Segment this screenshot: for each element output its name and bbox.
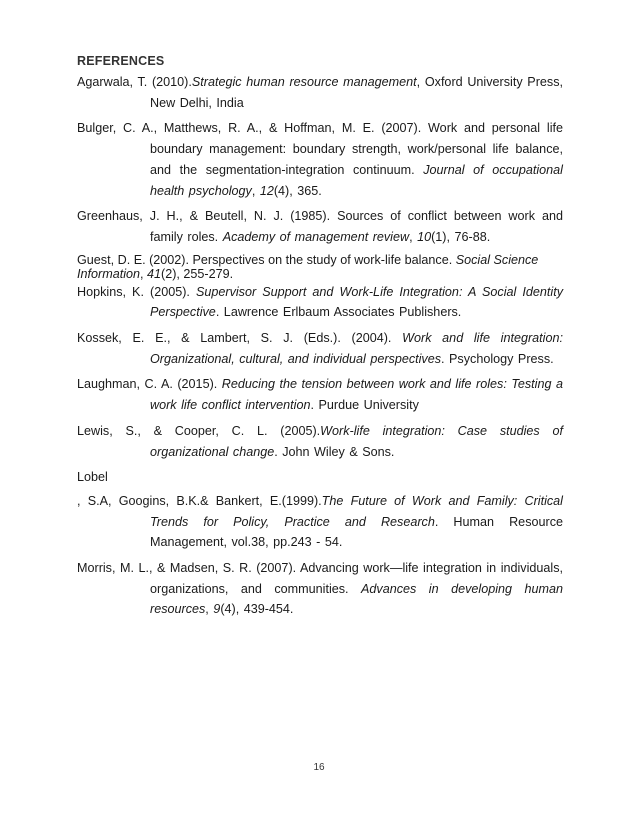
- reference-text: (2), 255-279.: [161, 267, 234, 282]
- reference-text: Hopkins, K. (2005).: [77, 284, 196, 299]
- reference-text: Greenhaus, J. H., & Beutell, N. J. (1985). Sources of conflict between work and family roles.: [77, 209, 563, 244]
- reference-italic-text: The Future of Work and Family: Critical Trends for Policy, Practice and Research: [150, 493, 563, 529]
- reference-text: ,: [205, 602, 214, 617]
- reference-text: , S.A, Googins, B.K.& Bankert, E.(1999).: [77, 493, 322, 508]
- reference-italic-text: Work-life integration: Case studies of organizational change: [150, 423, 563, 459]
- page-number: 16: [313, 762, 325, 773]
- reference-hopkins: [77, 282, 563, 323]
- reference-lobel-name: [77, 467, 563, 488]
- reference-greenhaus: [77, 206, 563, 247]
- reference-text: . John Wiley & Sons.: [274, 444, 395, 459]
- reference-italic-text: 9: [213, 602, 221, 617]
- reference-italic-text: Strategic human resource management: [191, 75, 417, 89]
- references-heading: REFERENCES: [77, 54, 165, 68]
- reference-list: [77, 72, 563, 625]
- reference-guest: [77, 253, 563, 282]
- reference-text: Laughman, C. A. (2015).: [77, 377, 222, 392]
- reference-text: , Oxford University Press, New Delhi, India: [150, 75, 563, 110]
- reference-italic-text: 41: [147, 267, 162, 282]
- reference-text: . Psychology Press.: [441, 351, 554, 366]
- reference-italic-text: Advances in developing human resources: [150, 581, 563, 617]
- reference-morris: [77, 558, 563, 620]
- reference-text: . Lawrence Erlbaum Associates Publishers.: [215, 305, 462, 320]
- reference-italic-text: 10: [417, 229, 432, 244]
- reference-text: ,: [409, 229, 418, 244]
- reference-text: Kossek, E. E., & Lambert, S. J. (Eds.). (2004).: [77, 331, 403, 346]
- reference-text: Guest, D. E. (2002). Perspectives on the study of work-life balance.: [77, 252, 456, 267]
- reference-italic-text: Social Science Information: [77, 252, 539, 282]
- reference-agarwala: [77, 72, 563, 113]
- reference-text: ,: [251, 183, 260, 198]
- reference-bulger: [77, 118, 563, 201]
- reference-text: . Purdue University: [310, 398, 419, 413]
- reference-italic-text: Work and life integration: Organizational, cultural, and individual perspectives: [150, 331, 563, 366]
- reference-italic-text: Journal of occupational health psychology: [150, 162, 563, 198]
- reference-text: ,: [140, 267, 147, 282]
- reference-lewis: [77, 421, 563, 462]
- reference-text: Morris, M. L., & Madsen, S. R. (2007). Advancing work—life integration in individuals, organizations, and communities.: [77, 561, 563, 596]
- reference-text: (1), 76-88.: [431, 229, 491, 244]
- reference-italic-text: Supervisor Support and Work-Life Integration: A Social Identity Perspective: [150, 284, 563, 320]
- reference-italic-text: Academy of management review: [222, 229, 410, 244]
- reference-text: (4), 365.: [273, 183, 322, 198]
- reference-text: Agarwala, T. (2010).: [77, 75, 192, 89]
- reference-text: . Human Resource Management, vol.38, pp.243 - 54.: [150, 514, 563, 550]
- reference-laughman: [77, 374, 563, 415]
- reference-italic-text: Reducing the tension between work and life roles: Testing a work life conflict intervention: [150, 377, 563, 413]
- reference-text: Lobel: [77, 470, 108, 485]
- reference-text: (4), 439-454.: [220, 602, 294, 617]
- reference-text: Lewis, S., & Cooper, C. L. (2005).: [77, 423, 321, 438]
- reference-italic-text: 12: [259, 183, 274, 198]
- reference-text: Bulger, C. A., Matthews, R. A., & Hoffman, M. E. (2007). Work and personal life boundary management: boundary strength, work/personal life balance, and the segmentation-integration continuum.: [77, 121, 563, 177]
- reference-kossek: [77, 328, 563, 369]
- reference-lobel: [77, 491, 563, 553]
